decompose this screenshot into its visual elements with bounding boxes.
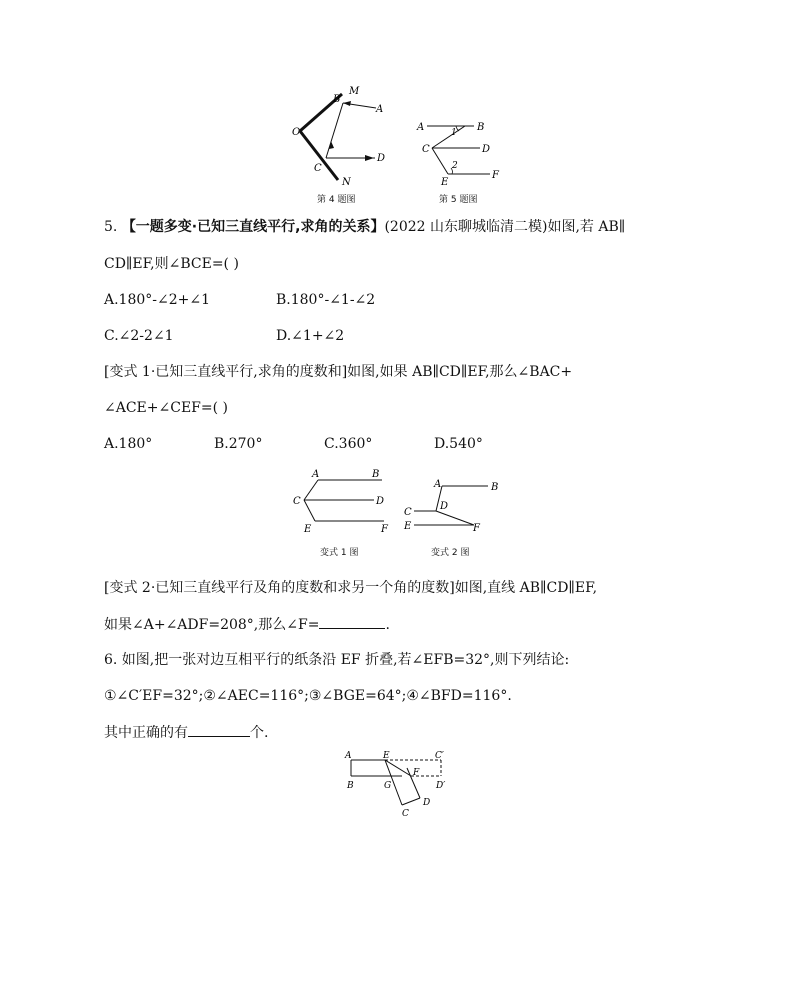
fig6-label-f: F — [413, 768, 420, 778]
var1-label-f: F — [381, 524, 388, 535]
var2-label-d: D — [440, 501, 449, 512]
var2-label-e: E — [404, 521, 412, 532]
fig5-label-a: A — [417, 122, 425, 133]
fig4-label-m: M — [349, 86, 360, 97]
q5-option-c: C.∠2-2∠1 — [104, 328, 174, 344]
fig5-caption: 第 5 题图 — [439, 195, 478, 205]
q5-line1 — [104, 217, 625, 237]
fig4-label-d: D — [377, 153, 386, 164]
fig5-label-b: B — [477, 122, 485, 133]
answer-blank-count[interactable] — [188, 722, 250, 737]
q5-tag: 【一题多变·已知三直线平行,求角的关系】 — [121, 219, 385, 235]
q6-line1: 6. 如图,把一张对边互相平行的纸条沿 EF 折叠,若∠EFB=32°,则下列结论: — [104, 652, 570, 668]
fig4-label-n: N — [342, 177, 351, 188]
fig4-label-c: C — [314, 163, 322, 174]
var1-label-e: E — [304, 524, 312, 535]
q5-line2: CD∥EF,则∠BCE=( ) — [104, 256, 239, 272]
figure-4 — [285, 80, 405, 190]
v1-option-c: C.360° — [324, 436, 373, 452]
fig6-label-d-prime: D′ — [436, 781, 446, 791]
variant-1-caption: 变式 1 图 — [320, 548, 359, 558]
fig4-label-a: A — [376, 104, 384, 115]
v2-line2-end: . — [385, 617, 390, 633]
var2-label-a: A — [434, 479, 442, 490]
fig5-label-c: C — [422, 144, 430, 155]
v2-line1: [变式 2·已知三直线平行及角的度数和求另一个角的度数]如图,直线 AB∥CD∥EF, — [104, 580, 598, 596]
v1-option-b: B.270° — [214, 436, 263, 452]
fig6-label-e: E — [383, 751, 390, 761]
answer-blank-angle-f[interactable] — [319, 614, 385, 629]
fig5-label-1: 1 — [451, 128, 457, 138]
v1-line1: [变式 1·已知三直线平行,求角的度数和]如图,如果 AB∥CD∥EF,那么∠BAC+ — [104, 364, 573, 380]
fig5-label-e: E — [441, 177, 449, 188]
fig6-label-c: C — [402, 809, 409, 819]
q6-line2: ①∠C′EF=32°;②∠AEC=116°;③∠BGE=64°;④∠BFD=116°. — [104, 688, 512, 704]
figure-6 — [340, 745, 460, 820]
fig6-label-b: B — [347, 781, 354, 791]
v1-option-d: D.540° — [434, 436, 483, 452]
fig6-label-g: G — [384, 781, 392, 791]
variant-2-caption: 变式 2 图 — [431, 548, 470, 558]
v1-option-a: A.180° — [104, 436, 153, 452]
fig6-label-a: A — [345, 751, 352, 761]
var2-label-c: C — [404, 507, 412, 518]
figure-5 — [410, 110, 510, 190]
var1-label-d: D — [376, 496, 385, 507]
fig5-label-f: F — [492, 170, 499, 181]
q5-stem-a: (2022 山东聊城临清二模)如图,若 AB∥ — [384, 219, 626, 235]
v2-line2-text: 如果∠A+∠ADF=208°,那么∠F= — [104, 617, 320, 633]
fig5-label-2: 2 — [452, 161, 458, 171]
v1-line2: ∠ACE+∠CEF=( ) — [104, 400, 228, 416]
variant-2-figure — [400, 470, 505, 540]
var1-label-c: C — [293, 496, 301, 507]
v2-line2 — [104, 614, 390, 635]
q5-option-b: B.180°-∠1-∠2 — [276, 292, 376, 308]
var2-label-f: F — [473, 523, 480, 534]
q5-option-a: A.180°-∠2+∠1 — [104, 292, 211, 308]
var1-label-b: B — [372, 469, 380, 480]
q5-option-d: D.∠1+∠2 — [276, 328, 345, 344]
fig4-label-o: O — [292, 127, 301, 138]
fig6-label-c-prime: C′ — [435, 751, 444, 761]
fig5-label-d: D — [482, 144, 491, 155]
fig4-label-b: B — [333, 94, 341, 105]
q6-line3-text: 其中正确的有 — [104, 725, 188, 741]
var1-label-a: A — [312, 469, 320, 480]
q5-number: 5. — [104, 219, 118, 235]
var2-label-b: B — [491, 482, 499, 493]
q6-line3 — [104, 722, 268, 743]
fig6-label-d: D — [423, 798, 431, 808]
q6-line3-end: 个. — [250, 725, 269, 741]
variant-1-figure — [290, 465, 400, 537]
fig4-caption: 第 4 题图 — [317, 195, 356, 205]
